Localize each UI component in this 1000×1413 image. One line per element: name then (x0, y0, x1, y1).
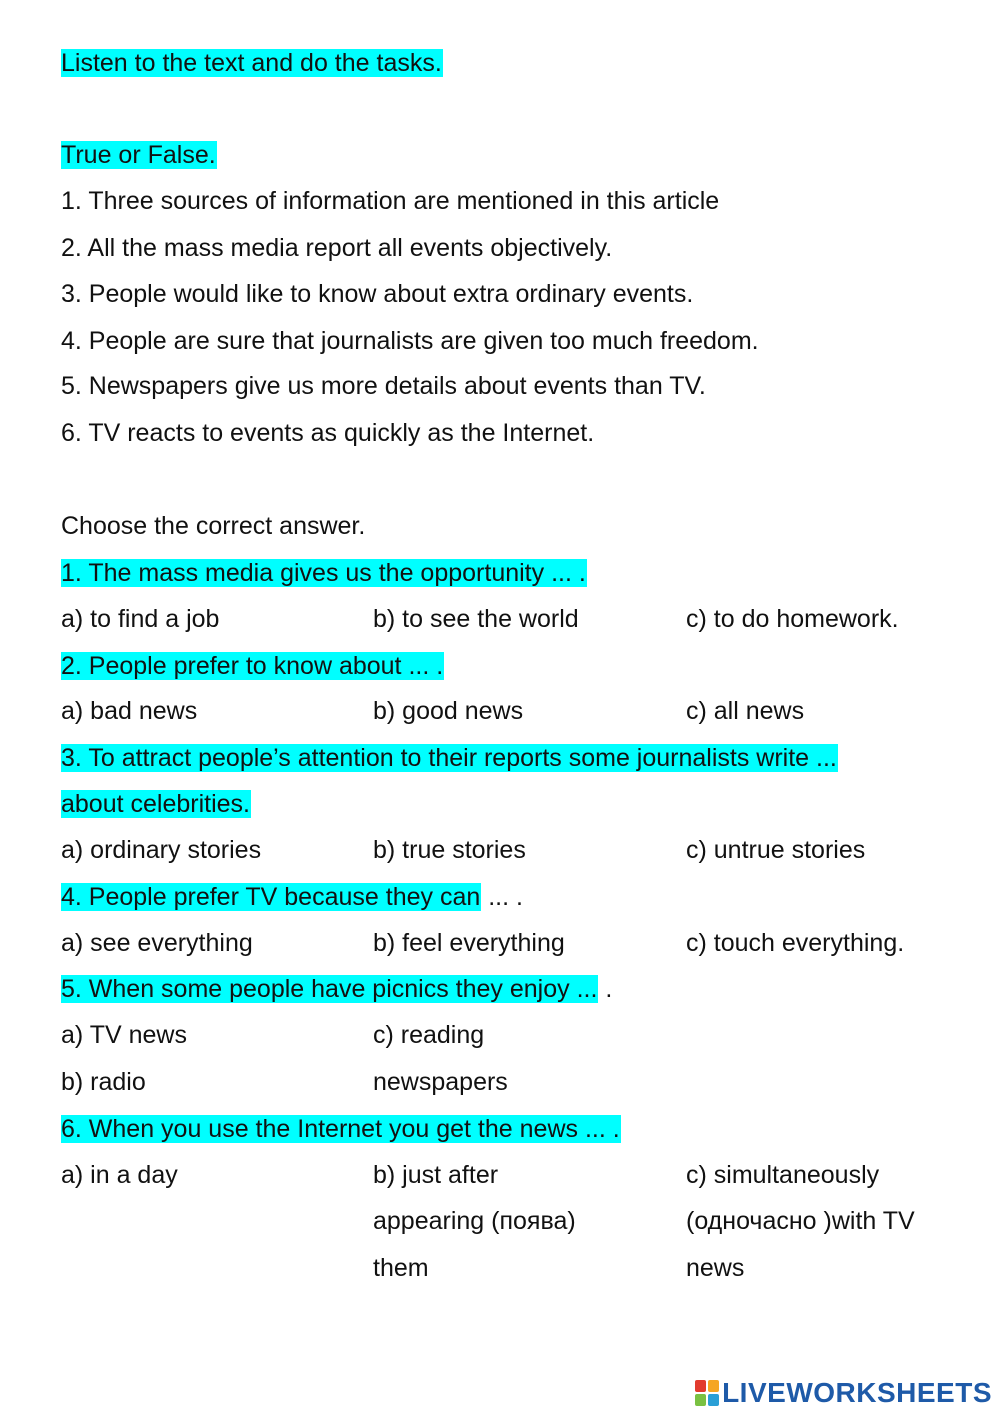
question-6: 6. When you use the Internet you get the news ... . (61, 1115, 620, 1143)
option-c-continued[interactable]: news (686, 1254, 745, 1282)
logo-text: LIVEWORKSHEETS (722, 1377, 992, 1408)
option-c[interactable]: c) reading (373, 1021, 485, 1049)
option-b[interactable]: b) true stories (373, 836, 526, 864)
liveworksheets-logo (695, 1376, 992, 1410)
true-false-item: 2. All the mass media report all events objectively. (61, 234, 613, 262)
option-b-continued[interactable]: them (373, 1254, 429, 1282)
true-false-item: 5. Newspapers give us more details about events than TV. (61, 372, 706, 400)
option-c[interactable]: c) untrue stories (686, 836, 866, 864)
option-b-continued[interactable]: appearing (поява) (373, 1207, 576, 1235)
option-c[interactable]: c) touch everything. (686, 929, 905, 957)
option-a[interactable]: a) to find a job (61, 605, 220, 633)
option-c[interactable]: c) to do homework. (686, 605, 899, 633)
true-false-item: 1. Three sources of information are mentioned in this article (61, 187, 720, 215)
true-false-item: 3. People would like to know about extra ordinary events. (61, 280, 694, 308)
option-a[interactable]: a) bad news (61, 697, 198, 725)
question-3-line-1: 3. To attract people’s attention to their reports some journalists write ... (61, 744, 837, 772)
option-b[interactable]: b) just after (373, 1161, 499, 1189)
question-1: 1. The mass media gives us the opportunity ... . (61, 559, 586, 587)
choose-title: Choose the correct answer. (61, 512, 366, 540)
true-false-title: True or False. (61, 141, 216, 169)
instructions: Listen to the text and do the tasks. (61, 49, 442, 77)
question-3-line-2: about celebrities. (61, 790, 251, 818)
option-a[interactable]: a) TV news (61, 1021, 187, 1049)
question-5: 5. When some people have picnics they enjoy ... . (61, 975, 613, 1003)
option-a[interactable]: a) ordinary stories (61, 836, 262, 864)
option-b[interactable]: b) to see the world (373, 605, 579, 633)
option-c[interactable]: c) simultaneously (686, 1161, 880, 1189)
option-b[interactable]: b) feel everything (373, 929, 565, 957)
option-b[interactable]: b) good news (373, 697, 524, 725)
option-b[interactable]: b) radio (61, 1068, 146, 1096)
true-false-item: 6. TV reacts to events as quickly as the Internet. (61, 419, 595, 447)
option-c-continued[interactable]: newspapers (373, 1068, 508, 1096)
question-2: 2. People prefer to know about ... . (61, 652, 444, 680)
question-4: 4. People prefer TV because they can ... . (61, 883, 523, 911)
true-false-item: 4. People are sure that journalists are given too much freedom. (61, 327, 759, 355)
option-c-continued[interactable]: (одночасно )with TV (686, 1207, 915, 1235)
option-a[interactable]: a) see everything (61, 929, 253, 957)
logo-mark-icon (695, 1380, 719, 1406)
option-a[interactable]: a) in a day (61, 1161, 178, 1189)
option-c[interactable]: c) all news (686, 697, 805, 725)
